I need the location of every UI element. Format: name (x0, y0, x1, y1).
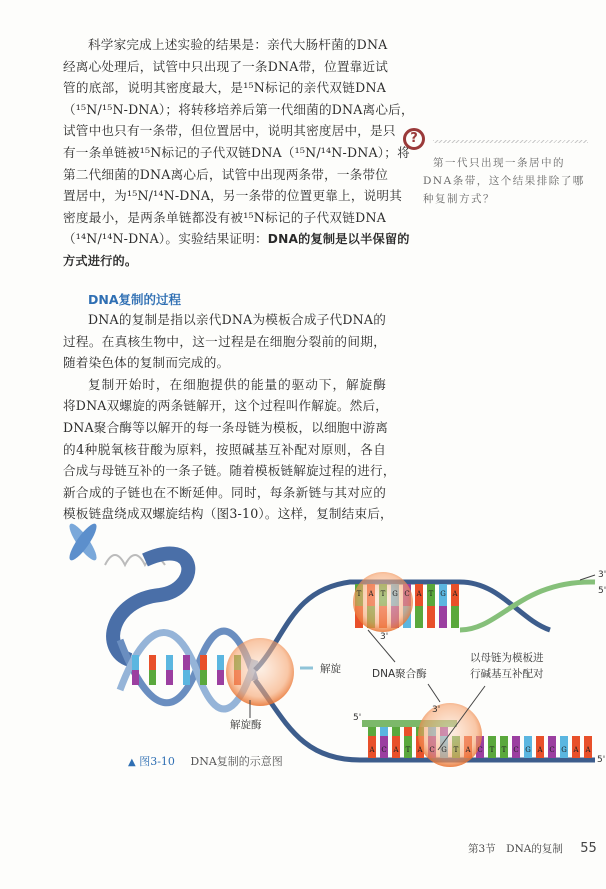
text-line (63, 250, 386, 272)
text-line: 科学家完成上述实验的结果是：亲代大肠杆菌的DNA (88, 37, 388, 52)
base-letter: T (501, 746, 507, 754)
conclusion-bold: 方式进行的。 (63, 253, 138, 268)
base-letter: A (452, 590, 458, 598)
label-pairing: 以母链为模板进 (470, 652, 544, 664)
base-letter: G (561, 746, 567, 754)
text-line: （¹⁵N/¹⁵N-DNA）；将转移培养后第一代细菌的DNA离心后， (63, 101, 414, 117)
text-line: 新合成的子链也在不断延伸。同时，每条新链与其对应的 (63, 484, 386, 500)
label-5prime: 5' (598, 586, 606, 596)
text-line: DNA聚合酶等以解开的每一条母链为模板，以细胞中游离 (63, 419, 389, 435)
text-line: 合成与母链互补的一条子链。随着模板链解旋过程的进行， (63, 463, 396, 479)
base-letter: G (441, 746, 447, 754)
chromosome-icon (65, 521, 100, 564)
base-T (368, 727, 376, 736)
label-unwind: 解旋 (320, 663, 341, 675)
helix-bases (132, 655, 241, 685)
text-line: 试管中也只有一条带，但位置居中，说明其密度居中，是只 (63, 123, 396, 139)
text-line: 密度最小，是两条单链都没有被¹⁵N标记的子代双链DNA (63, 209, 386, 225)
main-text-para1 (63, 34, 414, 272)
label-5prime: 5' (597, 755, 606, 765)
base-A (427, 606, 435, 628)
base-G (380, 727, 388, 736)
text-line: 的4种脱氧核苷酸为原料，按照碱基互补配对原则，各自 (63, 441, 386, 457)
note-line: 第一代只出现一条居中的 (433, 157, 565, 169)
text-line: 复制开始时，在细胞提供的能量的驱动下，解旋酶 (88, 376, 386, 392)
base-letter: A (369, 746, 375, 754)
base-letter: A (393, 746, 399, 754)
base-C (183, 655, 190, 670)
caption-number: 图3-10 (139, 755, 175, 768)
base-letter: A (537, 746, 543, 754)
base-A (149, 655, 156, 670)
section-heading: DNA复制的过程 (88, 292, 182, 307)
base-C (132, 670, 139, 685)
base-letter: T (453, 746, 459, 754)
text-line (63, 228, 410, 250)
base-letter: A (416, 590, 422, 598)
base-letter: A (573, 746, 579, 754)
text-line: DNA的复制是指以亲代DNA为模板合成子代DNA的 (88, 312, 386, 327)
text-line: 第二代细菌的DNA离心后，试管中出现两条带，一条带位 (63, 166, 389, 182)
main-text-para2 (63, 309, 396, 525)
caption-text: DNA复制的示意图 (190, 755, 283, 768)
base-T (451, 606, 459, 628)
text-line: 过程。在真核生物中，这一过程是在细胞分裂前的间期， (63, 333, 386, 349)
footer-section: 第3节 DNA的复制 (468, 843, 563, 855)
base-letter: T (356, 590, 362, 598)
base-C (439, 606, 447, 628)
text-line: 置居中，为¹⁵N/¹⁴N-DNA，另一条带的位置更靠上，说明其 (63, 188, 403, 204)
base-letter: C (381, 746, 387, 754)
leader-line (580, 575, 595, 580)
base-C (166, 670, 173, 685)
label-helicase: 解旋酶 (230, 719, 262, 731)
label-3prime: 3' (380, 632, 389, 642)
figure-caption (128, 753, 283, 769)
label-3prime: 3' (432, 705, 441, 715)
label-polymerase: DNA聚合酶 (372, 668, 427, 680)
base-letter: G (525, 746, 531, 754)
base-letter: G (392, 590, 398, 598)
label-5prime: 5' (353, 713, 362, 723)
polymerase-enzyme-top (353, 572, 413, 632)
new-strand-top (460, 582, 595, 630)
note-line: DNA条带，这个结果排除了哪 (423, 175, 585, 187)
base-G (132, 655, 139, 670)
base-letter: T (405, 746, 411, 754)
text-line: 经离心处理后，试管中只出现了一条DNA带，位置靠近试 (63, 58, 389, 74)
base-letter: G (440, 590, 446, 598)
caption-triangle-icon: ▲ (128, 757, 136, 768)
note-divider (433, 140, 588, 143)
dna-replication-figure (50, 520, 605, 790)
base-letter: A (465, 746, 471, 754)
text-line: 管的底部，说明其密度最大，是¹⁵N标记的亲代双链DNA (63, 80, 386, 96)
base-letter: T (380, 590, 386, 598)
question-icon: ? (403, 128, 425, 150)
base-letter: C (513, 746, 519, 754)
label-pairing: 行碱基互补配对 (470, 668, 544, 680)
page-number: 55 (580, 841, 597, 856)
base-A (200, 655, 207, 670)
base-A (404, 727, 412, 736)
text-line: 将DNA双螺旋的两条链解开，这个过程叫作解旋。然后， (63, 398, 389, 414)
text-line: 随着染色体的复制而完成的。 (63, 355, 230, 371)
base-letter: C (404, 590, 410, 598)
base-letter: A (368, 590, 374, 598)
leader-line (428, 684, 440, 702)
helicase-enzyme (226, 638, 294, 706)
text-line: 有一条单链被¹⁵N标记的子代双链DNA（¹⁵N/¹⁴N-DNA）；将 (63, 144, 410, 160)
base-letter: T (428, 590, 434, 598)
text-plain: （¹⁴N/¹⁴N-DNA）。实验结果证明： (63, 231, 268, 247)
base-letter: A (417, 746, 423, 754)
base-G (166, 655, 173, 670)
base-T (392, 727, 400, 736)
base-G (183, 670, 190, 685)
base-G (217, 655, 224, 670)
base-T (200, 670, 207, 685)
base-letter: C (429, 746, 435, 754)
polymerase-enzyme-bottom (418, 703, 482, 767)
text-line: 模板链盘绕成双螺旋结构（图3-10）。这样，复制结束后， (63, 506, 393, 522)
conclusion-bold: DNA的复制是以半保留的 (267, 232, 410, 247)
note-line: 种复制方式？ (423, 193, 495, 205)
base-T (415, 606, 423, 628)
base-letter: C (477, 746, 483, 754)
page-footer (468, 841, 597, 856)
base-T (149, 670, 156, 685)
base-letter: T (489, 746, 495, 754)
base-letter: C (549, 746, 555, 754)
base-letter: A (585, 746, 591, 754)
base-C (217, 670, 224, 685)
label-3prime: 3' (598, 570, 606, 580)
